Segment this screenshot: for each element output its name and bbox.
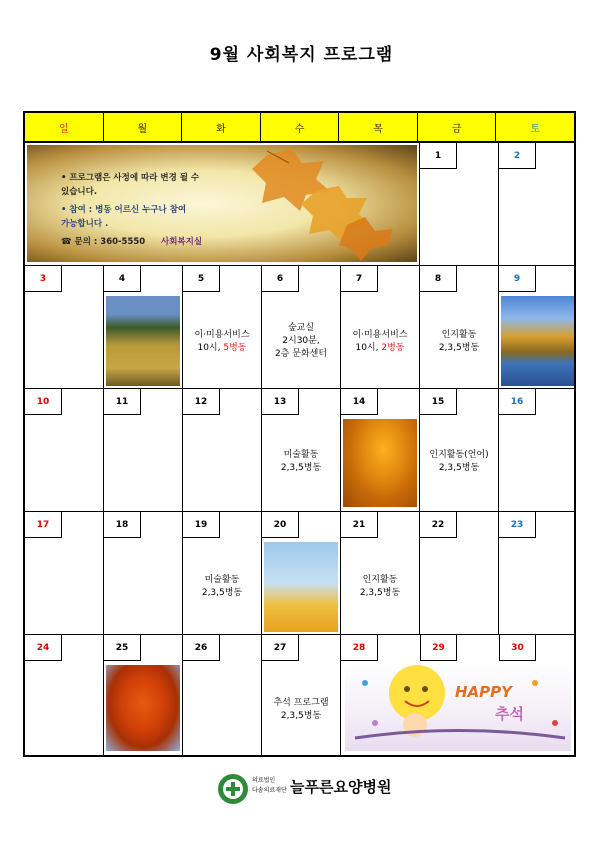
event-ward: 2,3,5병동 [359, 588, 401, 598]
day-number: 16 [499, 389, 536, 415]
weekday-thu: 목 [339, 113, 418, 141]
day-cell-14 [341, 389, 420, 512]
event-time: 10시, [197, 343, 221, 353]
day-number: 4 [104, 266, 141, 292]
chuseok-illustration [345, 663, 571, 751]
autumn-tree-photo [343, 419, 417, 507]
chuseok-label: 추석 [495, 705, 524, 723]
event-ward: 2,3,5병동 [280, 711, 322, 721]
event-title: 이·미용서비스 [352, 330, 408, 340]
notice-line-2: 있습니다. [61, 187, 98, 197]
event-time: 10시, [355, 343, 379, 353]
notice-line-1: • 프로그램은 사정에 따라 변경 될 수 [61, 173, 200, 183]
notice-line-4: 가능합니다 . [61, 219, 109, 229]
day-number: 30 [499, 635, 536, 661]
day-number: 21 [341, 512, 378, 538]
event-title: 숲교실 [287, 323, 315, 333]
day-number: 2 [499, 143, 536, 169]
day-cell-22 [420, 512, 499, 635]
day-number: 19 [183, 512, 220, 538]
day-cell-7 [341, 266, 420, 389]
day-number: 17 [25, 512, 62, 538]
day-cell-17 [25, 512, 104, 635]
event-title: 미술활동 [204, 575, 240, 585]
day-cell-25 [104, 635, 183, 755]
day-number: 9 [499, 266, 536, 292]
notice-banner [27, 145, 417, 262]
corporation-name [252, 776, 287, 796]
hospital-name: 늘푸른요양병원 [290, 778, 392, 796]
red-leaves-photo [106, 665, 180, 751]
day-cell-1 [420, 143, 499, 266]
hospital-logo-icon [218, 774, 248, 804]
day-cell-9 [499, 266, 574, 389]
event-title: 미술활동 [283, 450, 319, 460]
day-number: 14 [341, 389, 378, 415]
day-cell-27 [262, 635, 341, 755]
corp-line-1: 의료법인 [252, 777, 276, 784]
weekday-sat: 토 [530, 123, 541, 135]
autumn-children-illustration [264, 542, 338, 632]
corp-line-2: 다솜의료재단 [252, 787, 287, 794]
rice-field-photo [106, 296, 180, 386]
notice-office: 사회복지실 [161, 237, 203, 247]
day-number: 26 [183, 635, 220, 661]
event-ward: 2,3,5병동 [438, 343, 480, 353]
event-title: 추석 프로그램 [273, 698, 329, 708]
event-title: 인지활동 [362, 575, 398, 585]
day-number: 12 [183, 389, 220, 415]
event-title: 인지활동(언어) [429, 450, 489, 460]
day-number: 29 [420, 635, 457, 661]
day-cell-13 [262, 389, 341, 512]
weekday-tue: 화 [182, 113, 261, 141]
day-cell-12 [183, 389, 262, 512]
day-cell-21 [341, 512, 420, 635]
event-title: 인지활동 [441, 330, 477, 340]
weekday-wed: 수 [261, 113, 340, 141]
event-ward: 2,3,5병동 [201, 588, 243, 598]
day-cell-3 [25, 266, 104, 389]
day-cell-11 [104, 389, 183, 512]
event-time: 2시30분, [282, 336, 320, 346]
day-cell-26 [183, 635, 262, 755]
day-number: 10 [25, 389, 62, 415]
weekday-sun: 일 [25, 113, 104, 141]
day-cell-15 [420, 389, 499, 512]
day-number: 15 [420, 389, 457, 415]
autumn-lake-photo [501, 296, 574, 386]
calendar [23, 111, 576, 757]
event-location: 2층 문화센터 [274, 349, 328, 359]
day-cell-5 [183, 266, 262, 389]
event-ward: 2,3,5병동 [438, 463, 480, 473]
footer [0, 770, 603, 810]
day-number: 22 [420, 512, 457, 538]
notice-cell [25, 143, 420, 266]
day-cell-16 [499, 389, 574, 512]
page-title: 9월 사회복지 프로그램 [209, 45, 394, 65]
notice-contact: ☎ 문의 : 360-5550 [61, 237, 146, 247]
event-ward: 2,3,5병동 [280, 463, 322, 473]
day-cell-6 [262, 266, 341, 389]
day-cell-8 [420, 266, 499, 389]
day-number: 3 [25, 266, 62, 292]
weekday-fri: 금 [418, 113, 497, 141]
day-number: 11 [104, 389, 141, 415]
day-number: 6 [262, 266, 299, 292]
day-cell-4 [104, 266, 183, 389]
day-cell-23 [499, 512, 574, 635]
day-cell-18 [104, 512, 183, 635]
event-title: 이·미용서비스 [194, 330, 250, 340]
day-number: 25 [104, 635, 141, 661]
day-number: 28 [341, 635, 378, 661]
event-detail [183, 342, 261, 355]
notice-line-3: • 참여 : 병동 어르신 누구나 참여 [61, 205, 187, 215]
happy-label: HAPPY [455, 683, 513, 701]
day-cell-19 [183, 512, 262, 635]
day-number: 20 [262, 512, 299, 538]
weekday-mon: 월 [104, 113, 183, 141]
day-number: 27 [262, 635, 299, 661]
day-number: 24 [25, 635, 62, 661]
day-number: 8 [420, 266, 457, 292]
chuseok-cell [341, 635, 574, 755]
day-cell-2 [499, 143, 574, 266]
day-number: 18 [104, 512, 141, 538]
event-ward: 5병동 [223, 343, 247, 353]
day-number: 13 [262, 389, 299, 415]
day-number: 23 [499, 512, 536, 538]
calendar-grid [25, 143, 574, 755]
day-cell-24 [25, 635, 104, 755]
event-detail [341, 342, 419, 355]
day-number: 1 [420, 143, 457, 169]
day-cell-20 [262, 512, 341, 635]
day-number: 5 [183, 266, 220, 292]
event-ward: 2병동 [381, 343, 405, 353]
chuseok-banner [345, 663, 571, 751]
day-cell-10 [25, 389, 104, 512]
day-number: 7 [341, 266, 378, 292]
weekday-header [25, 113, 574, 143]
